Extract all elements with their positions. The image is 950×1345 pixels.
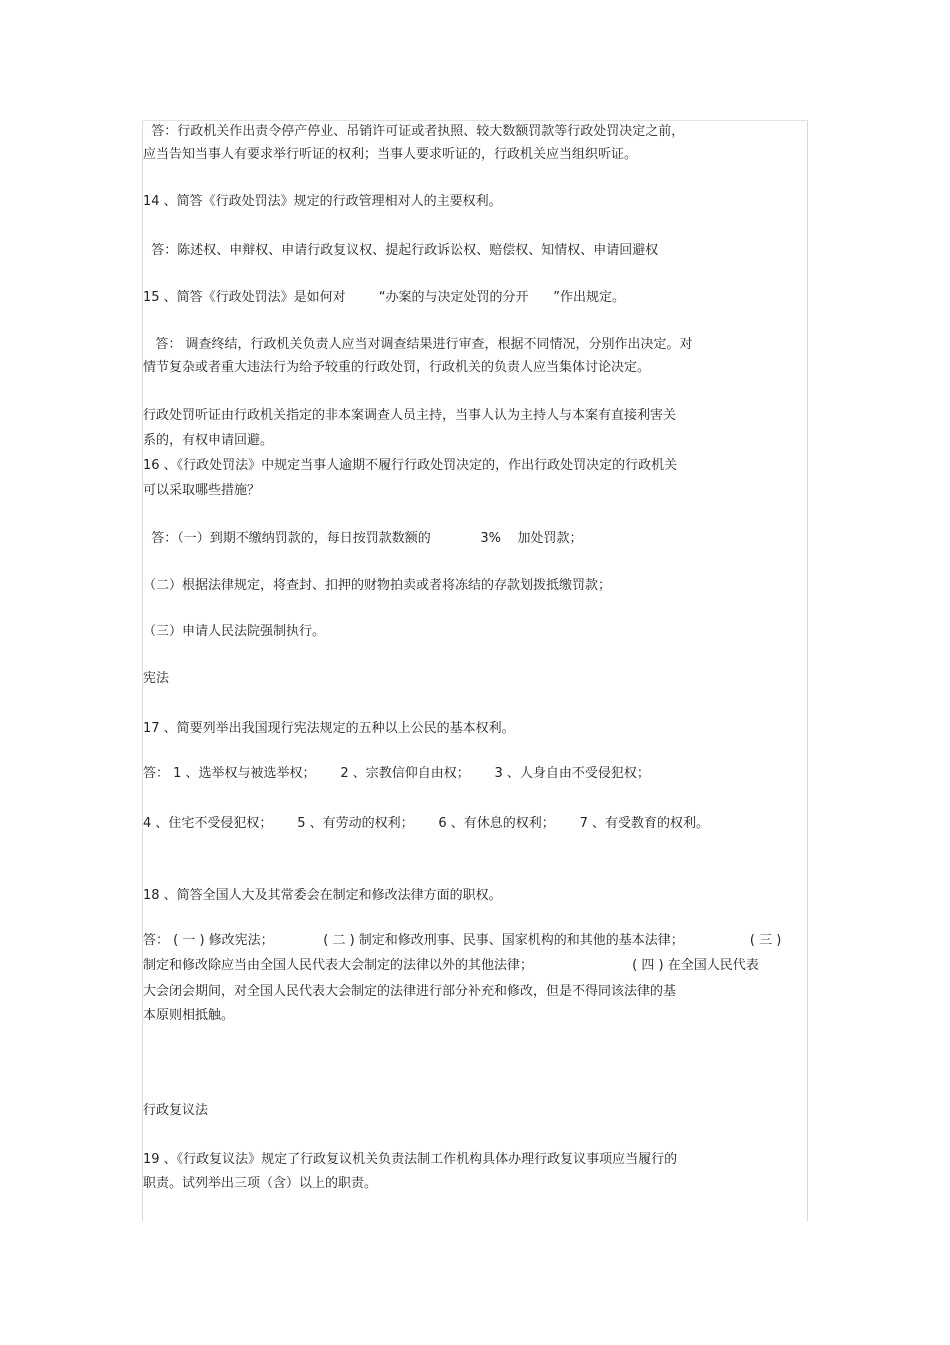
answer-14: 答：陈述权、申辩权、申请行政复议权、提起行政诉讼权、赔偿权、知情权、申请回避权 — [143, 243, 659, 258]
answer-16-item-1: 答：（一）到期不缴纳罚款的，每日按罚款数额的 3% 加处罚款； — [143, 531, 583, 546]
question-15: 15 、简答《行政处罚法》是如何对 “办案的与决定处罚的分开 ”作出规定。 — [143, 290, 625, 305]
answer-15-line-1: 答： 调查终结，行政机关负责人应当对调查结果进行审查，根据不同情况，分别作出决定。对 — [143, 337, 693, 352]
answer-15-line-4: 系的，有权申请回避。 — [143, 433, 274, 448]
answer-16-item-2: （二）根据法律规定，将查封、扣押的财物拍卖或者将冻结的存款划拨抵缴罚款； — [143, 578, 612, 593]
section-heading-administrative-review: 行政复议法 — [143, 1103, 209, 1118]
answer-16-item-3: （三）申请人民法院强制执行。 — [143, 624, 326, 639]
answer-17-line-2: 4 、住宅不受侵犯权； 5 、有劳动的权利； 6 、有休息的权利； 7 、有受教育的权利。 — [143, 816, 709, 831]
question-19-line-1: 19 、《行政复议法》规定了行政复议机关负责法制工作机构具体办理行政复议事项应当履行的 — [143, 1152, 678, 1167]
question-16-line-2: 可以采取哪些措施？ — [143, 483, 261, 498]
answer-15-line-2: 情节复杂或者重大违法行为给予较重的行政处罚，行政机关的负责人应当集体讨论决定。 — [143, 360, 651, 375]
answer-18-line-4: 本原则相抵触。 — [143, 1008, 235, 1023]
answer-18-line-3: 大会闭会期间，对全国人民代表大会制定的法律进行部分补充和修改，但是不得同该法律的基 — [143, 984, 677, 999]
answer-17-line-1: 答： 1 、选举权与被选举权； 2 、宗教信仰自由权； 3 、人身自由不受侵犯权； — [143, 766, 650, 781]
page-frame — [142, 120, 808, 1221]
question-19-line-2: 职责。试列举出三项（含）以上的职责。 — [143, 1176, 378, 1191]
answer-13-line-2: 应当告知当事人有要求举行听证的权利；当事人要求听证的，行政机关应当组织听证。 — [143, 147, 638, 162]
question-16-line-1: 16 、《行政处罚法》中规定当事人逾期不履行行政处罚决定的，作出行政处罚决定的行政机关 — [143, 458, 678, 473]
answer-18-line-1: 答： ( 一 ) 修改宪法； ( 二 ) 制定和修改刑事、民事、国家机构的和其他的基本法律； ( 三 ) — [143, 933, 782, 948]
answer-18-line-2: 制定和修改除应当由全国人民代表大会制定的法律以外的其他法律； ( 四 ) 在全国人民代表 — [143, 958, 759, 973]
answer-15-line-3: 行政处罚听证由行政机关指定的非本案调查人员主持，当事人认为主持人与本案有直接利害关 — [143, 408, 677, 423]
question-17: 17 、简要列举出我国现行宪法规定的五种以上公民的基本权利。 — [143, 721, 515, 736]
section-heading-constitution: 宪法 — [143, 671, 170, 686]
question-18: 18 、简答全国人大及其常委会在制定和修改法律方面的职权。 — [143, 888, 502, 903]
answer-13-line-1: 答：行政机关作出责令停产停业、吊销许可证或者执照、较大数额罚款等行政处罚决定之前， — [143, 124, 685, 139]
question-14: 14 、简答《行政处罚法》规定的行政管理相对人的主要权利。 — [143, 194, 502, 209]
